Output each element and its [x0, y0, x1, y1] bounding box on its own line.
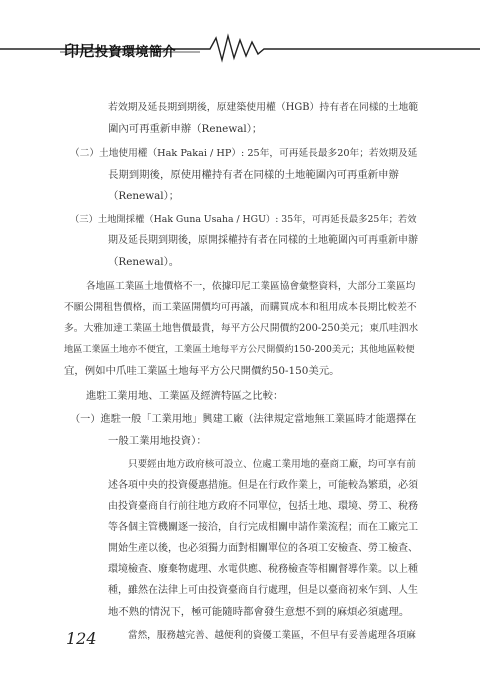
text-line: 地不熟的情況下，極可能隨時都會發生意想不到的麻煩必須處理。: [108, 606, 410, 618]
text-line: （Renewal）。: [108, 256, 180, 268]
page-number: 124: [66, 629, 97, 648]
text-line: 多。大雅加達工業區土地售價最貴，每平方公尺開價約200-250美元；東爪哇泗水: [64, 323, 419, 334]
text-line: 環境檢查、廢棄物處理、水電供應、稅務檢查等相關督導作業。以上種: [108, 564, 418, 575]
text-line: （Renewal）；: [108, 190, 180, 202]
text-line: 圍內可再重新申辦（Renewal）；: [108, 123, 263, 135]
text-line: 各地區工業區土地價格不一，依據印尼工業區協會彙整資料，大部分工業區均: [86, 281, 416, 292]
text-line: 一般工業用地投資）：: [108, 435, 207, 447]
text-line: 只要經由地方政府核可設立、位處工業用地的臺商工廠，均可享有前: [128, 459, 416, 470]
header-title-big: 印尼: [64, 42, 96, 60]
text-line: 開始生產以後，也必須獨力面對相關單位的各項工安檢查、勞工檢查、: [108, 543, 418, 554]
header-title-rest: 投資環境簡介: [95, 45, 177, 60]
text-line: 進駐工業用地、工業區及經濟特區之比較：: [86, 390, 284, 402]
text-line: 由投資臺商自行前往地方政府不同單位，包括土地、環境、勞工、稅務: [108, 501, 418, 512]
text-line: 不願公開租售價格，而工業區開價均可再議，而購買成本和租用成本長期比較差不: [64, 302, 417, 313]
text-line: 種，雖然在法律上可由投資臺商自行處理，但是以臺商初來乍到、人生: [108, 585, 418, 596]
text-line: 期及延長期到期後，原開採權持有者在同樣的土地範圍內可再重新申辦: [108, 235, 418, 246]
text-line: （二）土地使用權（Hak Pakai / HP）: 25年，可再延長最多20年；若效期及延: [70, 148, 418, 159]
text-line: （一）進駐一般「工業用地」興建工廠（法律規定當地無工業區時才能選擇在: [70, 414, 417, 425]
text-line: 宜，例如中爪哇工業區土地每平方公尺開價約50-150美元。: [64, 365, 340, 377]
text-line: 若效期及延長期到期後，原建築使用權（HGB）持有者在同樣的土地範: [108, 102, 419, 113]
text-line: 等各個主管機關逐一接洽，自行完成相關申請作業流程；而在工廠完工: [108, 522, 418, 533]
text-line: 地區工業區土地亦不便宜，工業區土地每平方公尺開價約150-200美元；其他地區較便: [64, 344, 415, 355]
text-line: 述各項中央的投資優惠措施。但是在行政作業上，可能較為繁瑣，必須: [108, 480, 418, 491]
text-line: 當然，服務越完善、越便利的資優工業區，不但早有妥善處理各項麻: [128, 630, 416, 641]
text-line: （三）土地開採權（Hak Guna Usaha / HGU）: 35年，可再延長最多25年；若效: [70, 214, 417, 225]
text-line: 長期到期後，原使用權持有者在同樣的土地範圍內可再重新申辦: [108, 169, 399, 181]
